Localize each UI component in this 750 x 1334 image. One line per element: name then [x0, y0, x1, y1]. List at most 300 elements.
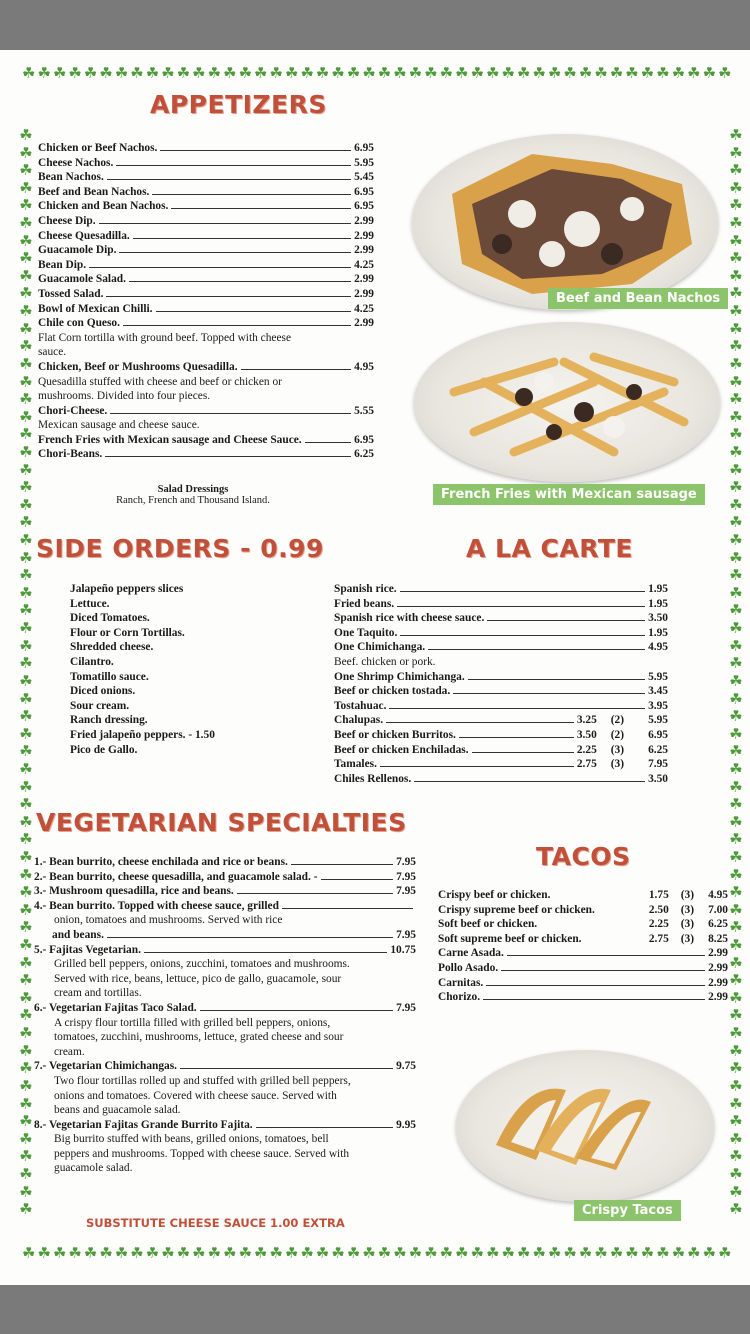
menu-item-row — [438, 990, 728, 1005]
cactus-icon: ☘ — [19, 214, 33, 233]
leader-dots — [129, 281, 351, 282]
side-order-item: Diced Tomatoes. — [70, 612, 150, 625]
cactus-icon: ☘ — [300, 1244, 314, 1262]
menu-item-row — [34, 943, 416, 958]
menu-item-row — [334, 684, 668, 699]
cactus-icon: ☘ — [192, 64, 206, 82]
cactus-icon: ☘ — [19, 337, 33, 356]
item-name: Cheese Dip. — [38, 214, 96, 227]
cactus-icon: ☘ — [19, 654, 33, 673]
item-price: 1.95 — [648, 583, 668, 595]
cactus-icon: ☘ — [532, 64, 546, 82]
item-price: 7.95 — [396, 856, 416, 868]
item-price: 1.95 — [648, 597, 668, 610]
cactus-icon: ☘ — [729, 1041, 743, 1060]
cactus-icon: ☘ — [19, 407, 33, 426]
item-name: One Shrimp Chimichanga. — [334, 670, 465, 683]
side-orders-heading: SIDE ORDERS - 0.99 — [36, 534, 324, 563]
side-order-item: Pico de Gallo. — [70, 743, 138, 756]
cactus-icon: ☘ — [729, 759, 743, 778]
cactus-icon: ☘ — [640, 1244, 655, 1262]
side-order-item: Jalapeño peppers slices — [70, 583, 184, 595]
leader-dots — [389, 708, 645, 709]
leader-dots — [397, 606, 645, 607]
cactus-icon: ☘ — [300, 64, 314, 82]
cactus-icon: ☘ — [729, 196, 743, 215]
cactus-icon: ☘ — [19, 1164, 33, 1183]
item-price: 9.95 — [396, 1118, 416, 1131]
item-price: 7.95 — [396, 1001, 416, 1014]
item-name: Chorizo. — [438, 991, 481, 1004]
menu-item-row — [38, 214, 374, 229]
side-order-item: Fried jalapeño peppers. - 1.50 — [70, 728, 215, 741]
cactus-icon: ☘ — [729, 936, 743, 955]
cactus-icon: ☘ — [640, 64, 655, 82]
cactus-icon: ☘ — [99, 1244, 113, 1262]
leader-dots — [483, 999, 705, 1000]
leader-dots — [468, 679, 645, 680]
cactus-icon: ☘ — [547, 64, 562, 82]
cactus-icon: ☘ — [176, 1244, 191, 1262]
item-name: Soft beef or chicken. — [438, 918, 538, 931]
item-unit-pricing — [582, 932, 709, 947]
cactus-icon: ☘ — [19, 1041, 33, 1060]
menu-item-row — [438, 903, 728, 918]
menu-item-row — [438, 932, 728, 947]
cactus-icon: ☘ — [729, 601, 743, 620]
cactus-icon: ☘ — [393, 64, 407, 82]
cactus-icon: ☘ — [114, 1244, 129, 1262]
cactus-icon: ☘ — [729, 724, 743, 743]
leader-dots — [110, 413, 351, 414]
cactus-icon: ☘ — [393, 1244, 407, 1262]
item-name: Crispy supreme beef or chicken. — [438, 903, 595, 916]
leader-dots — [106, 296, 351, 297]
cactus-icon: ☘ — [729, 953, 743, 972]
menu-item-row — [38, 360, 374, 375]
item-name: Chalupas. — [334, 714, 384, 727]
cactus-icon: ☘ — [687, 1244, 701, 1262]
cactus-icon: ☘ — [19, 742, 33, 761]
cactus-icon: ☘ — [19, 1006, 33, 1025]
menu-item-row — [38, 302, 374, 317]
cactus-icon: ☘ — [729, 1129, 743, 1148]
cactus-icon: ☘ — [19, 795, 33, 814]
cactus-icon: ☘ — [19, 847, 33, 866]
cactus-icon: ☘ — [19, 478, 33, 497]
item-name: Fried beans. — [334, 597, 395, 610]
cactus-icon: ☘ — [19, 883, 33, 902]
tacos-photo — [456, 1050, 714, 1202]
cactus-icon: ☘ — [192, 1244, 206, 1262]
vegetarian-heading: VEGETARIAN SPECIALTIES — [36, 808, 407, 837]
menu-item-row — [334, 713, 668, 728]
cactus-border-left — [18, 128, 34, 1218]
item-price: 5.95 — [648, 714, 668, 727]
cactus-icon: ☘ — [729, 671, 743, 690]
cactus-icon: ☘ — [19, 636, 33, 655]
leader-dots — [241, 369, 352, 370]
item-quantity: (3) — [680, 918, 695, 931]
cactus-icon: ☘ — [729, 777, 743, 796]
cactus-icon: ☘ — [729, 372, 743, 391]
cactus-icon: ☘ — [729, 1200, 743, 1219]
cactus-icon: ☘ — [19, 266, 33, 285]
cactus-icon: ☘ — [254, 64, 268, 82]
cactus-icon: ☘ — [19, 724, 33, 743]
cactus-icon: ☘ — [19, 777, 33, 796]
item-price: 6.95 — [354, 200, 374, 213]
salad-dressings — [38, 484, 348, 506]
item-price: 2.99 — [708, 991, 728, 1004]
cactus-icon: ☘ — [729, 531, 743, 550]
item-description: Two flour tortillas rolled up and stuffed with grilled bell peppers, onions and tomatoes. Covered with cheese sauce. Served with beans and guacamole salad. — [54, 1074, 351, 1117]
cactus-icon: ☘ — [729, 865, 743, 884]
menu-item-row — [334, 772, 668, 787]
cactus-icon: ☘ — [729, 971, 743, 990]
cactus-icon: ☘ — [19, 1094, 33, 1113]
nachos-caption: Beef and Bean Nachos — [548, 288, 728, 309]
side-order-item: Flour or Corn Tortillas. — [70, 626, 185, 639]
cactus-icon: ☘ — [439, 1244, 454, 1262]
leader-dots — [116, 165, 351, 166]
cactus-icon: ☘ — [408, 64, 423, 82]
item-unit-pricing — [550, 888, 708, 903]
cactus-icon: ☘ — [145, 64, 160, 82]
cactus-icon: ☘ — [19, 707, 33, 726]
cactus-icon: ☘ — [19, 918, 33, 937]
cactus-icon: ☘ — [439, 64, 454, 82]
item-price: 2.99 — [354, 273, 374, 286]
cactus-icon: ☘ — [19, 830, 33, 849]
item-price: 6.25 — [708, 918, 728, 931]
cactus-icon: ☘ — [687, 64, 701, 82]
item-unit-pricing — [595, 903, 708, 918]
menu-item-row — [334, 743, 668, 758]
menu-item-row — [34, 884, 416, 899]
cactus-icon: ☘ — [19, 513, 33, 532]
item-price: 3.50 — [648, 612, 668, 625]
item-price: 4.95 — [354, 360, 374, 373]
item-price: 2.99 — [354, 244, 374, 257]
cactus-icon: ☘ — [729, 1059, 743, 1078]
cactus-icon: ☘ — [729, 214, 743, 233]
item-price: 6.25 — [648, 743, 668, 756]
cactus-icon: ☘ — [19, 302, 33, 321]
cactus-icon: ☘ — [19, 425, 33, 444]
item-single-price: 2.25 — [648, 918, 669, 931]
cactus-border-right — [728, 128, 744, 1218]
item-name: 6.- Vegetarian Fajitas Taco Salad. — [34, 1001, 197, 1014]
menu-item-row — [438, 888, 728, 903]
cactus-icon: ☘ — [19, 1024, 33, 1043]
cactus-icon: ☘ — [19, 319, 33, 338]
item-price: 6.95 — [648, 728, 668, 741]
item-quantity: (3) — [680, 932, 695, 945]
cactus-icon: ☘ — [729, 1164, 743, 1183]
cactus-icon: ☘ — [656, 1244, 670, 1262]
side-order-item: Sour cream. — [70, 699, 130, 712]
side-order-item: Lettuce. — [70, 597, 110, 610]
cactus-icon: ☘ — [161, 1244, 175, 1262]
item-price: 2.99 — [708, 976, 728, 989]
cactus-icon: ☘ — [729, 1094, 743, 1113]
item-description: A crispy flour tortilla filled with grilled bell peppers, onions, tomatoes, zucchini, mushrooms, lettuce, grated cheese and sour cream. — [54, 1016, 344, 1058]
cactus-icon: ☘ — [19, 900, 33, 919]
menu-item-row — [34, 1118, 416, 1133]
item-single-price: 2.75 — [648, 932, 669, 945]
cactus-icon: ☘ — [68, 64, 82, 82]
item-unit-pricing — [537, 917, 708, 932]
item-single-price: 1.75 — [648, 889, 669, 901]
cactus-icon: ☘ — [729, 460, 743, 479]
item-quantity: (3) — [680, 903, 695, 916]
item-name: Chicken or Beef Nachos. — [38, 142, 158, 154]
cactus-icon: ☘ — [19, 126, 33, 144]
cactus-icon: ☘ — [729, 654, 743, 673]
top-bar — [0, 0, 750, 50]
cactus-icon: ☘ — [377, 64, 392, 82]
cactus-icon: ☘ — [19, 1182, 33, 1201]
leader-dots — [386, 722, 574, 723]
leader-dots — [105, 456, 351, 457]
item-price: 8.25 — [708, 932, 728, 945]
item-name: 8.- Vegetarian Fajitas Grande Burrito Fajita. — [34, 1118, 253, 1131]
item-name: Chicken and Bean Nachos. — [38, 200, 169, 213]
cactus-icon: ☘ — [346, 64, 361, 82]
cactus-icon: ☘ — [346, 1244, 361, 1262]
cactus-icon: ☘ — [19, 390, 33, 409]
item-name: Carne Asada. — [438, 947, 504, 960]
cactus-icon: ☘ — [729, 337, 743, 356]
item-price: 5.95 — [648, 670, 668, 683]
vegetarian-list — [34, 855, 416, 1176]
cactus-icon: ☘ — [284, 1244, 299, 1262]
item-name: Cheese Quesadilla. — [38, 229, 130, 242]
leader-dots — [156, 311, 352, 312]
cactus-icon: ☘ — [19, 178, 33, 197]
item-name: Cheese Nachos. — [38, 156, 114, 169]
cactus-icon: ☘ — [19, 759, 33, 778]
cactus-icon: ☘ — [19, 583, 33, 602]
item-name: Tostahuac. — [334, 699, 387, 712]
item-quantity: (3) — [610, 758, 625, 771]
cactus-icon: ☘ — [729, 1076, 743, 1095]
leader-dots — [119, 252, 351, 253]
menu-item-row — [438, 946, 728, 961]
cactus-icon: ☘ — [729, 707, 743, 726]
item-price: 2.99 — [354, 287, 374, 300]
fries-illustration — [414, 322, 720, 482]
item-price: 7.95 — [396, 928, 416, 941]
cactus-icon: ☘ — [501, 64, 515, 82]
item-price: 7.95 — [396, 885, 416, 898]
menu-item-row — [334, 626, 668, 641]
item-price: 7.95 — [396, 870, 416, 883]
cactus-icon: ☘ — [729, 918, 743, 937]
item-name: Chile con Queso. — [38, 317, 120, 330]
menu-item-row — [334, 597, 668, 612]
leader-dots — [487, 620, 645, 621]
menu-item-row — [438, 917, 728, 932]
cactus-icon: ☘ — [130, 64, 144, 82]
leader-dots — [472, 752, 574, 753]
a-la-carte-heading: A LA CARTE — [466, 534, 633, 563]
cactus-icon: ☘ — [455, 64, 469, 82]
cactus-icon: ☘ — [19, 812, 33, 831]
item-single-price: 3.50 — [576, 728, 597, 741]
cactus-icon: ☘ — [656, 64, 670, 82]
cactus-icon: ☘ — [145, 1244, 160, 1262]
cactus-icon: ☘ — [671, 64, 686, 82]
cactus-icon: ☘ — [486, 64, 500, 82]
cactus-icon: ☘ — [547, 1244, 562, 1262]
item-name: Crispy beef or chicken. — [438, 889, 551, 901]
item-price: 1.95 — [648, 626, 668, 639]
item-name: Beef or chicken Burritos. — [334, 728, 456, 741]
item-price: 2.99 — [708, 947, 728, 960]
nachos-illustration — [412, 134, 718, 310]
side-order-item: Ranch dressing. — [70, 714, 148, 727]
leader-dots — [453, 693, 645, 694]
cactus-icon: ☘ — [729, 548, 743, 567]
menu-item-row — [34, 1059, 416, 1074]
cactus-icon: ☘ — [19, 971, 33, 990]
item-name: 2.- Bean burrito, cheese quesadilla, and guacamole salad. - — [34, 870, 318, 883]
cactus-icon: ☘ — [19, 1129, 33, 1148]
cactus-icon: ☘ — [130, 1244, 144, 1262]
item-price: 4.25 — [354, 258, 374, 271]
item-name: One Chimichanga. — [334, 641, 426, 654]
item-name: Tamales. — [334, 758, 377, 771]
cactus-icon: ☘ — [362, 1244, 376, 1262]
cactus-icon: ☘ — [729, 1112, 743, 1131]
item-price: 3.95 — [648, 699, 668, 712]
cactus-icon: ☘ — [729, 583, 743, 602]
cactus-icon: ☘ — [19, 953, 33, 972]
menu-item-row — [334, 611, 668, 626]
cactus-icon: ☘ — [609, 64, 624, 82]
cactus-icon: ☘ — [702, 64, 717, 82]
item-name: 4.- Bean burrito. Topped with cheese sauce, grilled — [34, 899, 279, 912]
cactus-icon: ☘ — [609, 1244, 624, 1262]
cactus-icon: ☘ — [315, 1244, 330, 1262]
leader-dots — [160, 150, 351, 151]
cactus-icon: ☘ — [19, 372, 33, 391]
leader-dots — [321, 879, 394, 880]
cactus-icon: ☘ — [729, 425, 743, 444]
cactus-icon: ☘ — [486, 1244, 500, 1262]
item-single-price: 2.25 — [576, 743, 597, 756]
a-la-carte-list — [334, 582, 668, 786]
item-name: Tossed Salad. — [38, 287, 104, 300]
menu-item-row — [34, 928, 416, 943]
leader-dots — [380, 766, 574, 767]
cactus-icon: ☘ — [19, 1059, 33, 1078]
menu-item-row — [38, 156, 374, 171]
item-name: Guacamole Salad. — [38, 273, 126, 286]
cactus-icon: ☘ — [729, 988, 743, 1007]
item-name: 3.- Mushroom quesadilla, rice and beans. — [34, 885, 234, 898]
menu-item-row — [38, 258, 374, 273]
item-price: 3.45 — [648, 685, 668, 698]
leader-dots — [123, 325, 351, 326]
item-description: Flat Corn tortilla with ground beef. Topped with cheese sauce. — [38, 331, 292, 359]
item-name: Bowl of Mexican Chilli. — [38, 302, 153, 315]
cactus-icon: ☘ — [729, 442, 743, 461]
menu-item-row — [38, 447, 374, 462]
cactus-icon: ☘ — [729, 1006, 743, 1025]
leader-dots — [486, 985, 705, 986]
cactus-icon: ☘ — [19, 566, 33, 585]
cactus-icon: ☘ — [19, 284, 33, 303]
cactus-icon: ☘ — [52, 1244, 67, 1262]
cactus-icon: ☘ — [207, 64, 222, 82]
cactus-icon: ☘ — [161, 64, 175, 82]
cactus-icon: ☘ — [729, 636, 743, 655]
cactus-icon: ☘ — [729, 161, 743, 180]
leader-dots — [256, 1127, 393, 1128]
cactus-icon: ☘ — [671, 1244, 686, 1262]
item-description: onion, tomatoes and mushrooms. Served with rice — [54, 914, 283, 927]
leader-dots — [501, 970, 705, 971]
item-price: 4.95 — [708, 889, 728, 901]
item-price: 7.00 — [708, 903, 728, 916]
item-name: 7.- Vegetarian Chimichangas. — [34, 1060, 178, 1073]
cactus-icon: ☘ — [729, 143, 743, 162]
cactus-icon: ☘ — [19, 1076, 33, 1095]
side-order-item: Shredded cheese. — [70, 641, 154, 654]
cactus-icon: ☘ — [729, 178, 743, 197]
cactus-icon: ☘ — [99, 64, 113, 82]
cactus-icon: ☘ — [501, 1244, 515, 1262]
cactus-icon: ☘ — [729, 812, 743, 831]
item-single-price: 2.75 — [576, 758, 597, 771]
cactus-icon: ☘ — [424, 64, 438, 82]
side-order-item: Cilantro. — [70, 655, 114, 668]
cactus-icon: ☘ — [19, 495, 33, 514]
cactus-icon: ☘ — [729, 883, 743, 902]
item-price: 6.95 — [354, 433, 374, 446]
cactus-icon: ☘ — [223, 1244, 237, 1262]
cactus-icon: ☘ — [19, 196, 33, 215]
cactus-icon: ☘ — [19, 865, 33, 884]
cactus-icon: ☘ — [729, 390, 743, 409]
menu-item-row — [38, 199, 374, 214]
side-order-item: Diced onions. — [70, 685, 136, 698]
cactus-icon: ☘ — [455, 1244, 469, 1262]
menu-item-row — [334, 670, 668, 685]
menu-item-row — [34, 1001, 416, 1016]
cactus-icon: ☘ — [729, 1024, 743, 1043]
item-name: Beef or chicken Enchiladas. — [334, 743, 469, 756]
item-name: Spanish rice with cheese sauce. — [334, 612, 485, 625]
leader-dots — [237, 893, 393, 894]
cactus-icon: ☘ — [19, 936, 33, 955]
cactus-icon: ☘ — [19, 531, 33, 550]
cactus-icon: ☘ — [19, 601, 33, 620]
cactus-icon: ☘ — [729, 249, 743, 268]
menu-item-row — [38, 185, 374, 200]
menu-item-row — [38, 404, 374, 419]
cactus-icon: ☘ — [19, 1200, 33, 1219]
cactus-icon: ☘ — [52, 64, 67, 82]
item-price: 6.25 — [354, 448, 374, 461]
item-price: 2.99 — [354, 214, 374, 227]
item-name: Pollo Asado. — [438, 961, 499, 974]
cactus-icon: ☘ — [729, 830, 743, 849]
cactus-icon: ☘ — [729, 284, 743, 303]
